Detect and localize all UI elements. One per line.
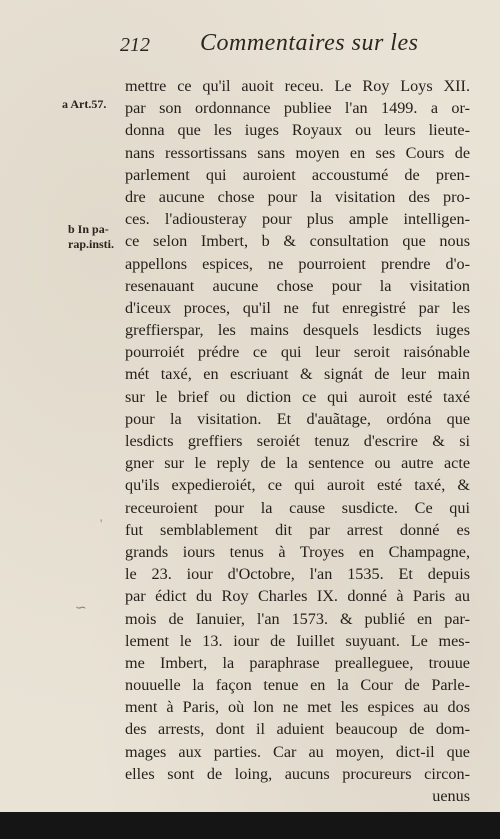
page-header <box>120 30 460 62</box>
scan-background <box>0 812 500 839</box>
text-line: me Imbert, la paraphrase prealleguee, trouue <box>125 653 470 672</box>
text-line: ce selon Imbert, b & consultation que nous <box>125 232 470 251</box>
text-line: gner sur le reply de la sentence ou autre acte <box>125 454 470 473</box>
text-line: nans ressortissans sans moyen en ses Cours de <box>125 143 470 162</box>
text-line: appellons espices, ne pourroient prendre d'o- <box>125 254 470 273</box>
margin-note-b <box>68 222 114 252</box>
text-line-catchword: uenus <box>432 787 470 805</box>
text-line: receuroient pour la cause susdicte. Ce qui <box>125 498 470 517</box>
text-line: grands iours tenus à Troyes en Champagne, <box>125 542 470 561</box>
running-title: Commentaires sur les <box>200 30 419 56</box>
text-line: qu'ils expedieroiét, ce qui auroit esté taxé, & <box>125 476 470 495</box>
text-line: dre aucune chose pour la visitation des pro- <box>125 187 470 206</box>
text-line: par édict du Roy Charles IX. donné à Paris au <box>125 587 470 606</box>
text-line: par son ordonnance publiee l'an 1499. a or- <box>125 99 470 118</box>
text-line: donna que les iuges Royaux ou leurs lieute- <box>125 121 470 140</box>
text-line: le 23. iour d'Octobre, l'an 1535. Et depuis <box>125 565 470 584</box>
text-line: sur le brief ou diction ce qui auroit esté taxé <box>125 387 470 406</box>
margin-note-a: a Art.57. <box>62 97 107 111</box>
text-line: mét taxé, en escriuant & signát de leur main <box>125 365 470 384</box>
text-line: ment à Paris, où lon ne met les espices au dos <box>125 698 470 717</box>
text-line: parlement qui auroient accoustumé de pren- <box>125 165 470 184</box>
margin-note-b-line-2: rap.insti. <box>68 237 115 251</box>
text-line: elles sont de loing, aucuns procureurs circon- <box>125 764 470 783</box>
text-line: d'iceux proces, qu'il ne fut enregistré par les <box>125 298 470 317</box>
body-text <box>125 75 470 807</box>
text-line: mettre ce qu'il auoit receu. Le Roy Loys XII. <box>125 77 470 95</box>
text-line: pourroiét prédre ce qui leur seroit raisónable <box>125 343 470 362</box>
text-line: mois de Ianuier, l'an 1573. & publié en par- <box>125 609 470 628</box>
margin-note-b-line-1: b In pa- <box>68 222 109 236</box>
stray-mark: ∽ <box>75 601 87 616</box>
text-line: resenauant aucune chose pour la visitation <box>125 276 470 295</box>
text-line: greffierspar, les mains desquels lesdicts iuges <box>125 321 470 340</box>
text-line: mages aux parties. Car au moyen, dict-il que <box>125 742 470 761</box>
text-line: nouuelle la façon tenue en la Cour de Parle- <box>125 676 470 695</box>
text-line: lement le 13. iour de Iuillet suyuant. Le mes- <box>125 631 470 650</box>
text-line: fut semblablement dit par arrest donné es <box>125 520 470 539</box>
page-number: 212 <box>120 34 150 56</box>
text-line: des arrests, dont il aduient beaucoup de dom- <box>125 720 470 739</box>
text-line: lesdicts greffiers seroiét tenuz d'escrire & si <box>125 432 470 450</box>
stray-mark: ' <box>100 516 103 531</box>
text-line: ces. l'adiousteray pour plus ample intelligen- <box>125 210 470 229</box>
text-line: pour la visitation. Et d'auãtage, ordóna que <box>125 409 470 428</box>
